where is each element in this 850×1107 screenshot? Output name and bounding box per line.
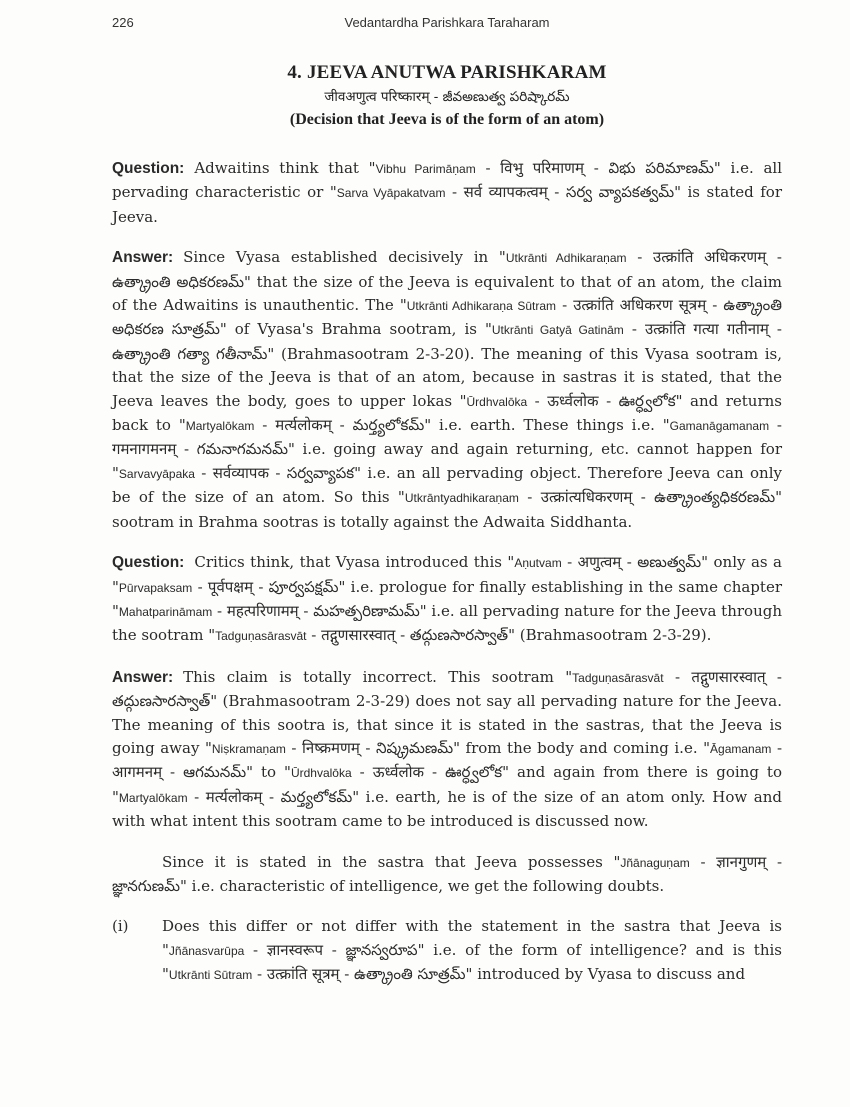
transliteration-term: Jñānaguṇam [620,855,690,870]
transliteration-term: Utkrānti Sūtram [168,968,253,983]
transliteration-term: Pūrvapaksam [118,580,193,595]
text-segment: Critics think, that Vyasa introduced this " [194,553,515,572]
text-segment: This claim is totally incorrect. This sootram " [183,667,573,686]
transliteration-term: Martyalōkam [118,790,188,805]
text-segment: - गमनागमनम् - గమనాగమనమ్" i.e. going away and again returning, etc. cannot happen for " [112,416,782,482]
running-title: Vedantardha Parishkara Taraharam [344,15,550,30]
transliteration-term: Utkrānti Gatyā Gatinām [491,323,624,338]
text-segment: - सर्वव्यापक - సర్వవ్యాపక" i.e. an all pervading object. Therefore Jeeva can only be of the size of an atom. So this " [112,463,782,507]
answer-label: Answer: [112,668,174,686]
paragraph [112,157,782,229]
transliteration-term: Niṣkramaṇam [211,741,286,756]
transliteration-term: Gamanāgamanam [669,419,770,434]
paragraph [112,246,782,534]
text-segment: Adwaitins think that " [194,159,376,177]
text-segment: Does this differ or not differ with the statement in the sastra that Jeeva is " [162,917,782,959]
text-segment: - मर्त्यलोकम् - మర్త్యలోకమ్" i.e. earth, he is of the size of an atom only. How and with what intent this sootram came to be introduced is discussed now. [112,787,782,831]
text-segment: - अणुत्वम् - అణుత్వమ్" only as a " [112,553,782,596]
text-segment: - निष्क्रमणम् - నిష్క్రమణమ్" from the body and coming i.e. " [285,738,711,757]
paragraph [112,851,782,899]
text-segment: - आगमनम् - ఆగమనమ్" to " [112,738,783,782]
transliteration-term: Mahatparināmam [118,604,213,619]
text-segment: - उत्क्रांति गत्या गतीनाम् - ఉత్క్రాంతి గత్యా గతీనామ్" (Brahmasootram 2-3-20). The meaning of this Vyasa sootram is, that the size of the Jeeva is that of an atom, because in sastras it is stated, that the Jeeva leaves the body, goes to upper lokas " [112,320,782,410]
transliteration-term: Jñānasvarūpa [168,943,245,958]
text-segment: - उत्क्रांत्यधिकरणम् - ఉత్క్రాంత్యధికరణమ్" sootram in Brahma sootras is totally against the Adwaita Siddhanta. [112,488,782,531]
text-segment: - ज्ञानस्वरूप - జ్ఞానస్వరూప" i.e. of the form of intelligence? and is this " [162,940,782,984]
text-segment: Since it is stated in the sastra that Jeeva possesses " [162,852,621,871]
transliteration-term: Sarvavyāpaka [118,466,195,481]
body-text [112,157,782,1005]
chapter-title: 4. JEEVA ANUTWA PARISHKARAM [287,62,607,83]
text-segment: - तद्गुणसारस्वात् - తద్గుణసారస్వాత్" (Brahmasootram 2-3-29). [306,626,712,645]
text-segment: - पूर्वपक्षम् - పూర్వపక్షమ్" i.e. prologue for finally establishing in the same chapter " [112,577,782,620]
text-segment: - ऊर्ध्वलोक - ఊర్ధ్వలోక" and again from there is going to " [112,763,782,806]
paragraph [112,915,782,987]
transliteration-term: Ūrdhvalōka [466,394,528,409]
transliteration-term: Utkrānti Adhikaraṇam [505,251,627,266]
text-segment: - सर्व व्यापकत्वम् - సర్వ వ్యాపకత్వమ్" is stated for Jeeva. [112,183,783,226]
transliteration-term: Vibhu Parimāṇam [375,162,476,176]
text-segment: - तद्गुणसारस्वात् - తద్గుణసారస్వాత్" (Brahmasootram 2-3-29) does not say all pervading nature for the Jeeva. The meaning of this sootra is, that since it is stated in the sastras, that the Jeeva is going away " [112,667,782,757]
transliteration-term: Aṇutvam [514,556,562,571]
page-number: 226 [112,15,134,30]
question-label: Question: [112,160,185,177]
question-label: Question: [112,554,185,572]
transliteration-term: Utkrāntyadhikaraṇam [404,491,519,506]
text-segment: - मर्त्यलोकम् - మర్త్యలోకమ్" i.e. earth. These things i.e. " [254,416,670,435]
text-segment: - उत्क्रांति सूत्रम् - ఉత్క్రాంతి సూత్రమ్" introduced by Vyasa to discuss and [252,965,746,984]
transliteration-term: Tadguṇasārasvāt [215,629,307,644]
transliteration-term: Utkrānti Adhikaraṇa Sūtram [406,299,557,314]
paragraph [112,551,782,649]
chapter-subtitle: (Decision that Jeeva is of the form of an atom) [289,111,605,128]
text-segment: - ज्ञानगुणम् - జ్ఞానగుణమ్" i.e. characteristic of intelligence, we get the following doubts. [112,852,783,895]
list-text [162,915,782,987]
transliteration-term: Ūrdhvalōka [290,766,352,781]
text-segment: - ऊर्ध्वलोक - ఊర్ధ్వలోక" and returns back to " [112,391,782,435]
answer-label: Answer: [112,249,174,267]
text-segment: - विभु परिमाणम् - విభు పరిమాణమ్" i.e. all pervading characteristic or " [112,159,782,202]
text-segment: - उत्क्रांति अधिकरणम् - ఉత్క్రాంతి అధికరణమ్" that the size of the Jeeva is equivalent to that of an atom, the claim of the Adwaitins is unauthentic. The " [112,248,782,315]
transliteration-term: Āgamanam [710,741,772,756]
text-segment: - महत्परिणामम् - మహత్పరిణామమ్" i.e. all pervading nature for the Jeeva through the sootram " [112,601,782,645]
text-segment: Since Vyasa established decisively in " [183,248,506,267]
chapter-script-title: जीवअणुत्व परिष्कारम् - జీవఅణుత్వ పరిష్కారమ్ [324,89,570,105]
transliteration-term: Sarva Vyāpakatvam [336,186,446,201]
paragraph [112,666,782,834]
list-marker: (i) [112,917,129,936]
transliteration-term: Martyalōkam [185,419,255,434]
transliteration-term: Tadguṇasārasvāt [572,670,664,685]
chapter-heading [112,62,782,129]
text-segment: - उत्क्रांति अधिकरण सूत्रम् - ఉత్క్రాంతి అధికరణ సూత్రమ్" of Vyasa's Brahma sootram, is " [112,296,782,339]
